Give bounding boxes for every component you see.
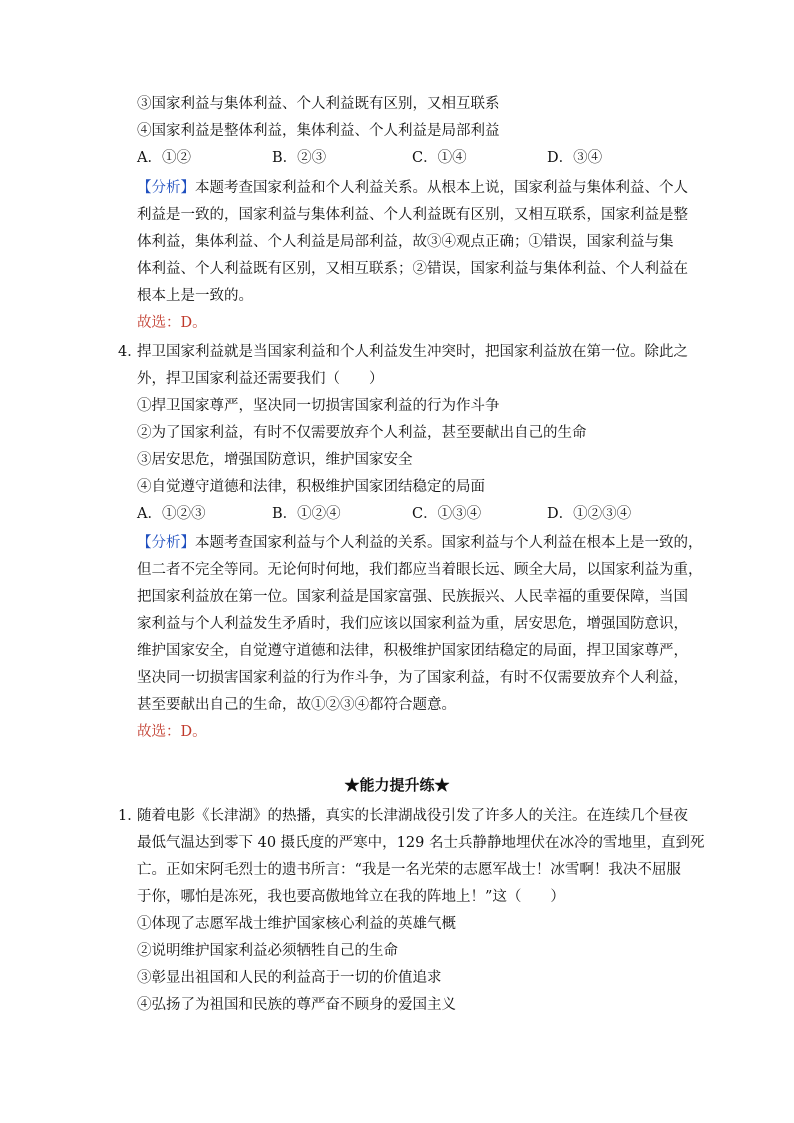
q3-analysis-line-3: 体利益，集体利益、个人利益是局部利益，故③④观点正确；①错误，国家利益与集: [137, 234, 674, 250]
p1-stem-line-4: 于你，哪怕是冻死，我也要高傲地耸立在我的阵地上！”这（ ）: [137, 889, 565, 905]
q4-choice-c: C．①③④: [412, 506, 482, 522]
q4-option-1: ①捍卫国家尊严，坚决同一切损害国家利益的行为作斗争: [137, 398, 500, 414]
q4-analysis-line-4: 家利益与个人利益发生矛盾时，我们应该以国家利益为重，居安思危，增强国防意识，: [137, 616, 688, 632]
q4-analysis-line-3: 把国家利益放在第一位。国家利益是国家富强、民族振兴、人民幸福的重要保障，当国: [137, 589, 688, 605]
q3-analysis-line-5: 根本上是一致的。: [137, 288, 253, 304]
p1-stem-line-2: 最低气温达到零下 40 摄氏度的严寒中，129 名士兵静静地埋伏在冰冷的雪地里，直到死: [137, 835, 705, 851]
q4-analysis-text-1: 本题考查国家利益与个人利益的关系。国家利益与个人利益在根本上是一致的，: [195, 535, 703, 551]
q4-analysis-line-5: 维护国家安全，自觉遵守道德和法律，积极维护国家团结稳定的局面，捍卫国家尊严，: [137, 643, 688, 659]
p1-option-2: ②说明维护国家利益必须牺牲自己的生命: [137, 943, 398, 959]
q3-option-3: ③国家利益与集体利益、个人利益既有区别，又相互联系: [137, 96, 500, 112]
q3-answer: 故选：D。: [137, 315, 207, 331]
q3-choice-b: B．②③: [272, 150, 327, 166]
p1-number: 1．: [118, 808, 142, 824]
q4-option-4: ④自觉遵守道德和法律，积极维护国家团结稳定的局面: [137, 479, 485, 495]
q4-analysis-line-6: 坚决同一切损害国家利益的行为作斗争，为了国家利益，有时不仅需要放弃个人利益，: [137, 670, 688, 686]
q4-option-2: ②为了国家利益，有时不仅需要放弃个人利益，甚至要献出自己的生命: [137, 425, 587, 441]
q4-stem-line-1: 捍卫国家利益就是当国家利益和个人利益发生冲突时，把国家利益放在第一位。除此之: [137, 344, 688, 360]
q3-analysis-text-1: 本题考查国家利益和个人利益关系。从根本上说，国家利益与集体利益、个人: [195, 180, 688, 196]
q3-choice-c: C．①④: [412, 150, 467, 166]
q4-analysis-line-2: 但二者不完全等同。无论何时何地，我们都应当着眼长远、顾全大局，以国家利益为重，: [137, 562, 703, 578]
q4-analysis-label: 【分析】: [137, 535, 195, 551]
q4-analysis-line-7: 甚至要献出自己的生命，故①②③④都符合题意。: [137, 697, 456, 713]
p1-option-4: ④弘扬了为祖国和民族的尊严奋不顾身的爱国主义: [137, 997, 456, 1013]
q4-choice-d: D．①②③④: [547, 506, 632, 522]
q3-choice-a: A．①②: [137, 150, 191, 166]
section-title: ★能力提升练★: [344, 776, 450, 794]
q4-choice-b: B．①②④: [272, 506, 341, 522]
q4-option-3: ③居安思危，增强国防意识，维护国家安全: [137, 452, 413, 468]
p1-option-3: ③彰显出祖国和人民的利益高于一切的价值追求: [137, 970, 442, 986]
q3-analysis-line-4: 体利益、个人利益既有区别，又相互联系；②错误，国家利益与集体利益、个人利益在: [137, 261, 688, 277]
p1-option-1: ①体现了志愿军战士维护国家核心利益的英雄气概: [137, 916, 456, 932]
q4-choice-a: A．①②③: [137, 506, 206, 522]
q4-answer: 故选：D。: [137, 724, 207, 740]
q4-analysis-line-1: [137, 530, 703, 557]
q3-analysis-line-2: 利益是一致的，国家利益与集体利益、个人利益既有区别，又相互联系，国家利益是整: [137, 207, 688, 223]
q3-analysis-line-1: [137, 175, 688, 202]
q4-stem-line-2: 外，捍卫国家利益还需要我们（ ）: [137, 371, 384, 387]
p1-stem-line-3: 亡。正如宋阿毛烈士的遗书所言：“我是一名光荣的志愿军战士！冰雪啊！我决不屈服: [137, 862, 681, 878]
q4-number: 4．: [118, 344, 142, 360]
q3-option-4: ④国家利益是整体利益，集体利益、个人利益是局部利益: [137, 123, 500, 139]
p1-stem-line-1: 随着电影《长津湖》的热播，真实的长津湖战役引发了许多人的关注。在连续几个昼夜: [137, 808, 688, 824]
q3-choice-d: D．③④: [547, 150, 603, 166]
q3-analysis-label: 【分析】: [137, 180, 195, 196]
